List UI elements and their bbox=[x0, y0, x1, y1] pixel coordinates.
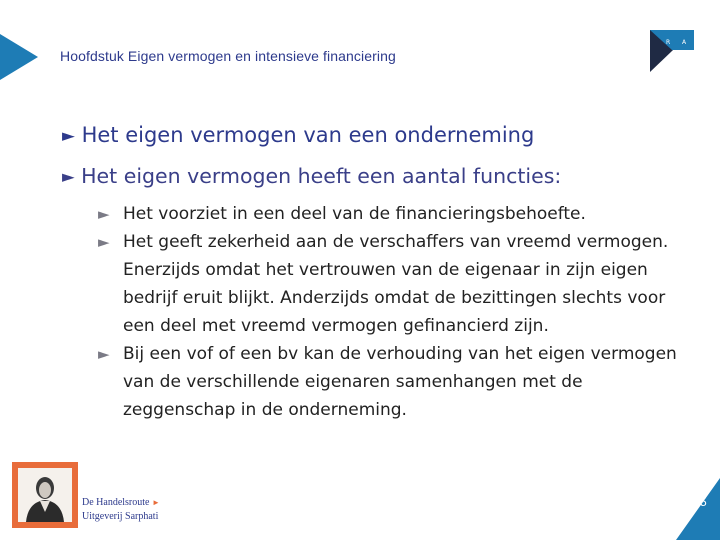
publisher-name-line2: Uitgeverij Sarphati bbox=[82, 511, 159, 522]
page-number-corner bbox=[676, 478, 720, 540]
sub-bullet-arrow-icon: ► bbox=[98, 345, 110, 363]
sub-bullet-arrow-icon: ► bbox=[98, 205, 110, 223]
bullet-arrow-icon: ► bbox=[62, 167, 75, 186]
header-left-triangle bbox=[0, 34, 38, 80]
sub-bullet-text: Bij een vof of een bv kan de verhouding van het eigen vermogen van de verschillende eigenaren samenhangen met de zeggenschap in de onderneming. bbox=[123, 344, 677, 420]
sub-bullet-text: Het geeft zekerheid aan de verschaffers van vreemd vermogen. Enerzijds omdat het vertrouwen van de eigenaar in zijn eigen bedrijf eruit blijkt. Anderzijds omdat de bezittingen slechts voor een deel met vreemd vermogen gefinancierd zijn. bbox=[123, 232, 669, 336]
sub-bullet-financieringsbehoefte bbox=[98, 200, 698, 228]
sub-bullet-list bbox=[98, 200, 698, 424]
bullet-text: Het eigen vermogen heeft een aantal functies: bbox=[81, 164, 562, 188]
bullet-eigen-vermogen bbox=[62, 123, 534, 147]
logo-letter-a: A bbox=[682, 39, 687, 46]
page-number: 5 bbox=[700, 495, 707, 509]
chapter-title: Hoofdstuk Eigen vermogen en intensieve financiering bbox=[60, 48, 396, 64]
publisher-name-text: De Handelsroute bbox=[82, 497, 150, 508]
publisher-portrait-logo bbox=[12, 462, 78, 528]
sub-bullet-text: Het voorziet in een deel van de financieringsbehoefte. bbox=[123, 204, 586, 224]
sub-bullet-zeggenschap bbox=[98, 340, 698, 424]
sub-bullet-arrow-icon: ► bbox=[98, 233, 110, 251]
publisher-logo-mark bbox=[646, 26, 698, 74]
bullet-text: Het eigen vermogen van een onderneming bbox=[81, 123, 535, 147]
sub-bullet-zekerheid bbox=[98, 228, 698, 340]
bullet-arrow-icon: ► bbox=[62, 125, 75, 145]
publisher-arrow-icon: ► bbox=[151, 498, 160, 507]
portrait-icon bbox=[18, 468, 72, 522]
bullet-functies bbox=[62, 164, 561, 188]
logo-letter-r: R bbox=[666, 39, 671, 46]
publisher-name-line1 bbox=[82, 497, 160, 508]
